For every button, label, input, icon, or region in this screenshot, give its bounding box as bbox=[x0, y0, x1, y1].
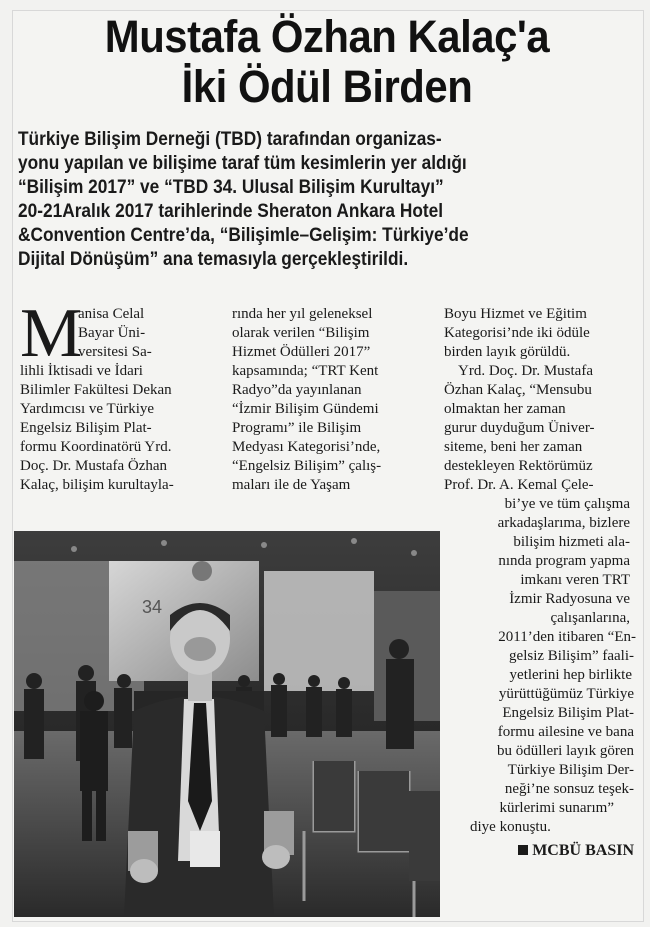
lead-paragraph bbox=[18, 128, 638, 272]
column-line: maları ile de Yaşam bbox=[232, 477, 351, 493]
column-line: Bayar Üni- bbox=[78, 325, 146, 341]
column-line: Radyo”da yayınlanan bbox=[232, 382, 362, 398]
lead-line: &Convention Centre’da, “Bilişimle–Gelişim: Türkiye’de bbox=[18, 225, 469, 246]
column-line: Engelsiz Bilişim Plat- bbox=[502, 705, 634, 721]
column-line: destekleyen Rektörümüz bbox=[444, 458, 593, 474]
column-line: imkanı veren TRT bbox=[520, 572, 630, 588]
column-line: kürlerimi sunarım” bbox=[499, 800, 614, 816]
column-line: gelsiz Bilişim” faali- bbox=[509, 648, 634, 664]
column-line: bilişim hizmeti ala- bbox=[513, 534, 630, 550]
lead-line: “Bilişim 2017” ve “TBD 34. Ulusal Bilişim Kurultayı” bbox=[18, 177, 444, 198]
column-line: siteme, beni her zaman bbox=[444, 439, 583, 455]
screen-number: 34 bbox=[142, 597, 163, 617]
drop-cap: M bbox=[20, 295, 83, 372]
lead-line: 20-21Aralık 2017 tarihlerinde Sheraton Ankara Hotel bbox=[18, 201, 444, 222]
column-line: yürüttüğümüz Türkiye bbox=[498, 686, 634, 702]
byline bbox=[444, 841, 640, 860]
article-photo bbox=[14, 531, 440, 917]
column-line: Doç. Dr. Mustafa Özhan bbox=[20, 458, 168, 474]
column-line: neği’ne sonsuz teşek- bbox=[504, 781, 634, 797]
column-line: Bilimler Fakültesi Dekan bbox=[20, 382, 172, 398]
column-line: Özhan Kalaç, “Mensubu bbox=[444, 382, 592, 398]
column-line: Yrd. Doç. Dr. Mustafa bbox=[458, 363, 593, 379]
column-line: kapsamında; “TRT Kent bbox=[232, 363, 379, 379]
column-line: Programı” ile Bilişim bbox=[232, 420, 362, 436]
column-line: “İzmir Bilişim Gündemi bbox=[232, 401, 379, 417]
column-line: Boyu Hizmet ve Eğitim bbox=[444, 306, 587, 322]
column-line: bi’ye ve tüm çalışma bbox=[504, 496, 630, 512]
column-line: formu Koordinatörü Yrd. bbox=[20, 439, 172, 455]
headline-line-1: Mustafa Özhan Kalaç'a bbox=[104, 11, 550, 62]
article-column-2 bbox=[232, 305, 437, 495]
lead-line: Türkiye Bilişim Derneği (TBD) tarafından organizas- bbox=[18, 129, 442, 150]
column-line: Kalaç, bilişim kurultayla- bbox=[20, 477, 174, 493]
headline-line-2: İki Ödül Birden bbox=[181, 61, 473, 112]
column-line: lihli İktisadi ve İdari bbox=[20, 363, 143, 379]
emblem-icon bbox=[192, 561, 212, 581]
column-line: anisa Celal bbox=[78, 306, 145, 322]
column-line: Yardımcısı ve Türkiye bbox=[20, 401, 155, 417]
byline-text: MCBÜ BASIN bbox=[532, 842, 634, 859]
photo-illustration bbox=[14, 531, 440, 917]
column-line: Kategorisi’nde iki ödüle bbox=[444, 325, 590, 341]
lead-line: yonu yapılan ve bilişime taraf tüm kesimlerin yer aldığı bbox=[18, 153, 467, 174]
column-line: formu ailesine ve bana bbox=[497, 724, 634, 740]
column-line: Hizmet Ödülleri 2017” bbox=[232, 344, 371, 360]
article-column-1 bbox=[20, 305, 225, 495]
column-line: Medyası Kategorisi’nde, bbox=[232, 439, 381, 455]
column-line: çalışanlarına, bbox=[550, 610, 630, 626]
column-line: Prof. Dr. A. Kemal Çele- bbox=[444, 477, 594, 493]
column-line: 2011’den itibaren “En- bbox=[498, 629, 636, 645]
column-line: yetlerini hep birlikte bbox=[509, 667, 632, 683]
column-line: olmaktan her zaman bbox=[444, 401, 566, 417]
column-line: bu ödülleri layık gören bbox=[496, 743, 634, 759]
column-line: “Engelsiz Bilişim” çalış- bbox=[232, 458, 382, 474]
column-line: olarak verilen “Bilişim bbox=[232, 325, 370, 341]
column-line: İzmir Radyosuna ve bbox=[509, 591, 630, 607]
column-line: birden layık görüldü. bbox=[444, 344, 571, 360]
column-line: gurur duyduğum Üniver- bbox=[444, 420, 595, 436]
column-line: versitesi Sa- bbox=[78, 344, 152, 360]
square-bullet-icon bbox=[518, 845, 528, 855]
column-line: rında her yıl geleneksel bbox=[232, 306, 373, 322]
column-line: nında program yapma bbox=[498, 553, 630, 569]
column-line: diye konuştu. bbox=[470, 819, 551, 835]
column-line: arkadaşlarıma, bizlere bbox=[497, 515, 630, 531]
article-column-3 bbox=[444, 305, 640, 860]
column-line: Engelsiz Bilişim Plat- bbox=[20, 420, 152, 436]
column-line: Türkiye Bilişim Der- bbox=[507, 762, 634, 778]
headline bbox=[34, 12, 620, 112]
lead-line: Dijital Dönüşüm” ana temasıyla gerçekleştirildi. bbox=[18, 249, 409, 270]
